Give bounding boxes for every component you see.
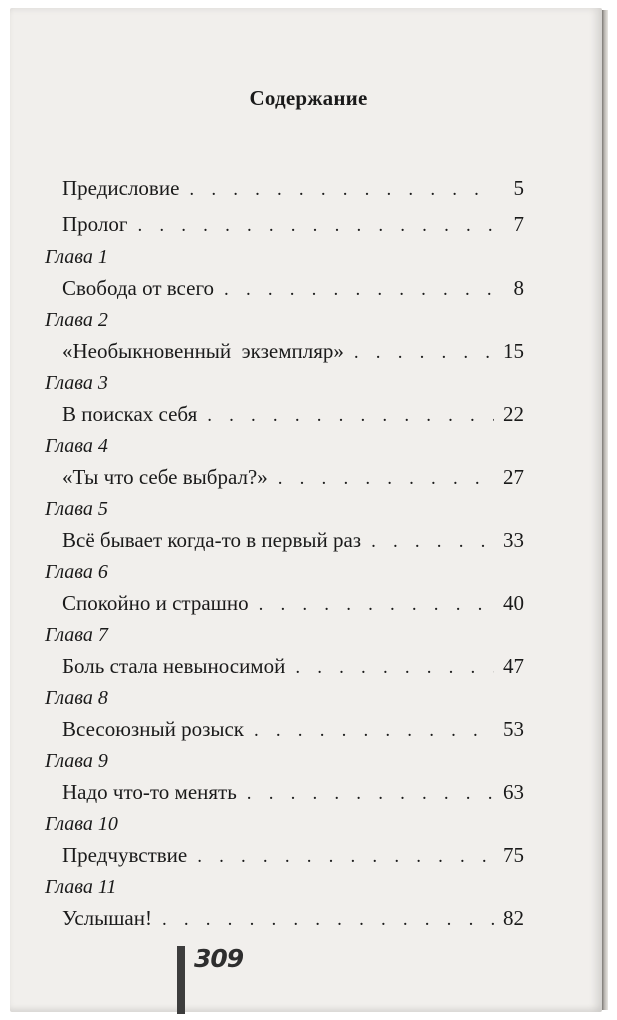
chapter-label: Глава 1 xyxy=(45,246,108,268)
dot-leader xyxy=(371,524,494,560)
chapter-label: Глава 10 xyxy=(45,813,118,835)
toc-entry-page: 8 xyxy=(513,276,524,300)
chapter-label: Глава 4 xyxy=(45,435,108,457)
chapter-entry xyxy=(44,370,524,432)
chapter-entry xyxy=(44,874,524,936)
toc-entry-page: 53 xyxy=(503,717,524,741)
chapter-entry xyxy=(44,685,524,747)
page-number: 309 xyxy=(194,944,244,973)
chapter-label: Глава 5 xyxy=(45,498,108,520)
toc-entry-preface xyxy=(44,170,524,206)
dot-leader xyxy=(137,208,494,244)
chapter-entry xyxy=(44,496,524,558)
dot-leader xyxy=(354,335,494,371)
dot-leader xyxy=(247,776,494,812)
toc-entry-title: «Необыкновенный экземпляр» xyxy=(62,339,344,363)
toc-entry xyxy=(44,522,524,558)
toc-entry-title: В поисках себя xyxy=(62,402,198,426)
table-of-contents xyxy=(44,170,524,937)
toc-entry xyxy=(44,585,524,621)
toc-entry-title: Услышан! xyxy=(62,906,152,930)
toc-entry-title: Всё бывает когда-то в первый раз xyxy=(62,528,362,552)
chapter-label: Глава 7 xyxy=(45,624,108,646)
toc-entry xyxy=(44,270,524,306)
toc-entry-title: Надо что-то менять xyxy=(62,780,237,804)
chapter-label: Глава 3 xyxy=(45,372,108,394)
toc-entry xyxy=(44,459,524,495)
toc-entry-title: Спокойно и страшно xyxy=(62,591,249,615)
toc-entry xyxy=(44,774,524,810)
dot-leader xyxy=(162,902,494,938)
chapter-entry xyxy=(44,307,524,369)
toc-entry-title: Пролог xyxy=(62,212,128,236)
chapter-label: Глава 2 xyxy=(45,309,108,331)
chapter-label: Глава 8 xyxy=(45,687,108,709)
toc-entry-page: 47 xyxy=(503,654,524,678)
dot-leader xyxy=(197,839,494,875)
toc-heading: Содержание xyxy=(249,86,368,110)
toc-entry-title: «Ты что себе выбрал?» xyxy=(62,465,268,489)
toc-entry xyxy=(44,396,524,432)
toc-entry-page: 75 xyxy=(503,843,524,867)
chapter-entry xyxy=(44,559,524,621)
toc-entry-page: 33 xyxy=(503,528,524,552)
toc-entry-page: 7 xyxy=(513,212,524,236)
toc-entry-page: 27 xyxy=(503,465,524,489)
toc-entry-page: 15 xyxy=(503,339,524,363)
page-edge-shadow xyxy=(602,10,608,1010)
dot-leader xyxy=(278,461,494,497)
dot-leader xyxy=(295,650,494,686)
chapter-label: Глава 6 xyxy=(45,561,108,583)
toc-entry xyxy=(44,333,524,369)
dot-leader xyxy=(254,713,494,749)
dot-leader xyxy=(224,272,494,308)
toc-entry xyxy=(44,648,524,684)
toc-entry-title: Предчувствие xyxy=(62,843,188,867)
toc-entry-page: 22 xyxy=(503,402,524,426)
chapter-entry xyxy=(44,244,524,306)
chapter-label: Глава 9 xyxy=(45,750,108,772)
toc-entry-page: 5 xyxy=(513,176,524,200)
toc-entry-page: 40 xyxy=(503,591,524,615)
chapter-list xyxy=(44,244,524,936)
toc-entry-page: 63 xyxy=(503,780,524,804)
dot-leader xyxy=(259,587,494,623)
chapter-entry xyxy=(44,433,524,495)
toc-entry-title: Свобода от всего xyxy=(62,276,215,300)
toc-entry xyxy=(44,900,524,936)
folio-bar xyxy=(177,946,185,1014)
toc-entry xyxy=(44,837,524,873)
chapter-label: Глава 11 xyxy=(45,876,117,898)
toc-entry-title: Предисловие xyxy=(62,176,180,200)
toc-entry-title: Всесоюзный розыск xyxy=(62,717,244,741)
toc-entry-page: 82 xyxy=(503,906,524,930)
toc-entry-prologue xyxy=(44,206,524,242)
chapter-entry xyxy=(44,748,524,810)
chapter-entry xyxy=(44,811,524,873)
dot-leader xyxy=(207,398,494,434)
dot-leader xyxy=(189,172,494,208)
chapter-entry xyxy=(44,622,524,684)
toc-entry xyxy=(44,711,524,747)
toc-entry-title: Боль стала невыносимой xyxy=(62,654,286,678)
